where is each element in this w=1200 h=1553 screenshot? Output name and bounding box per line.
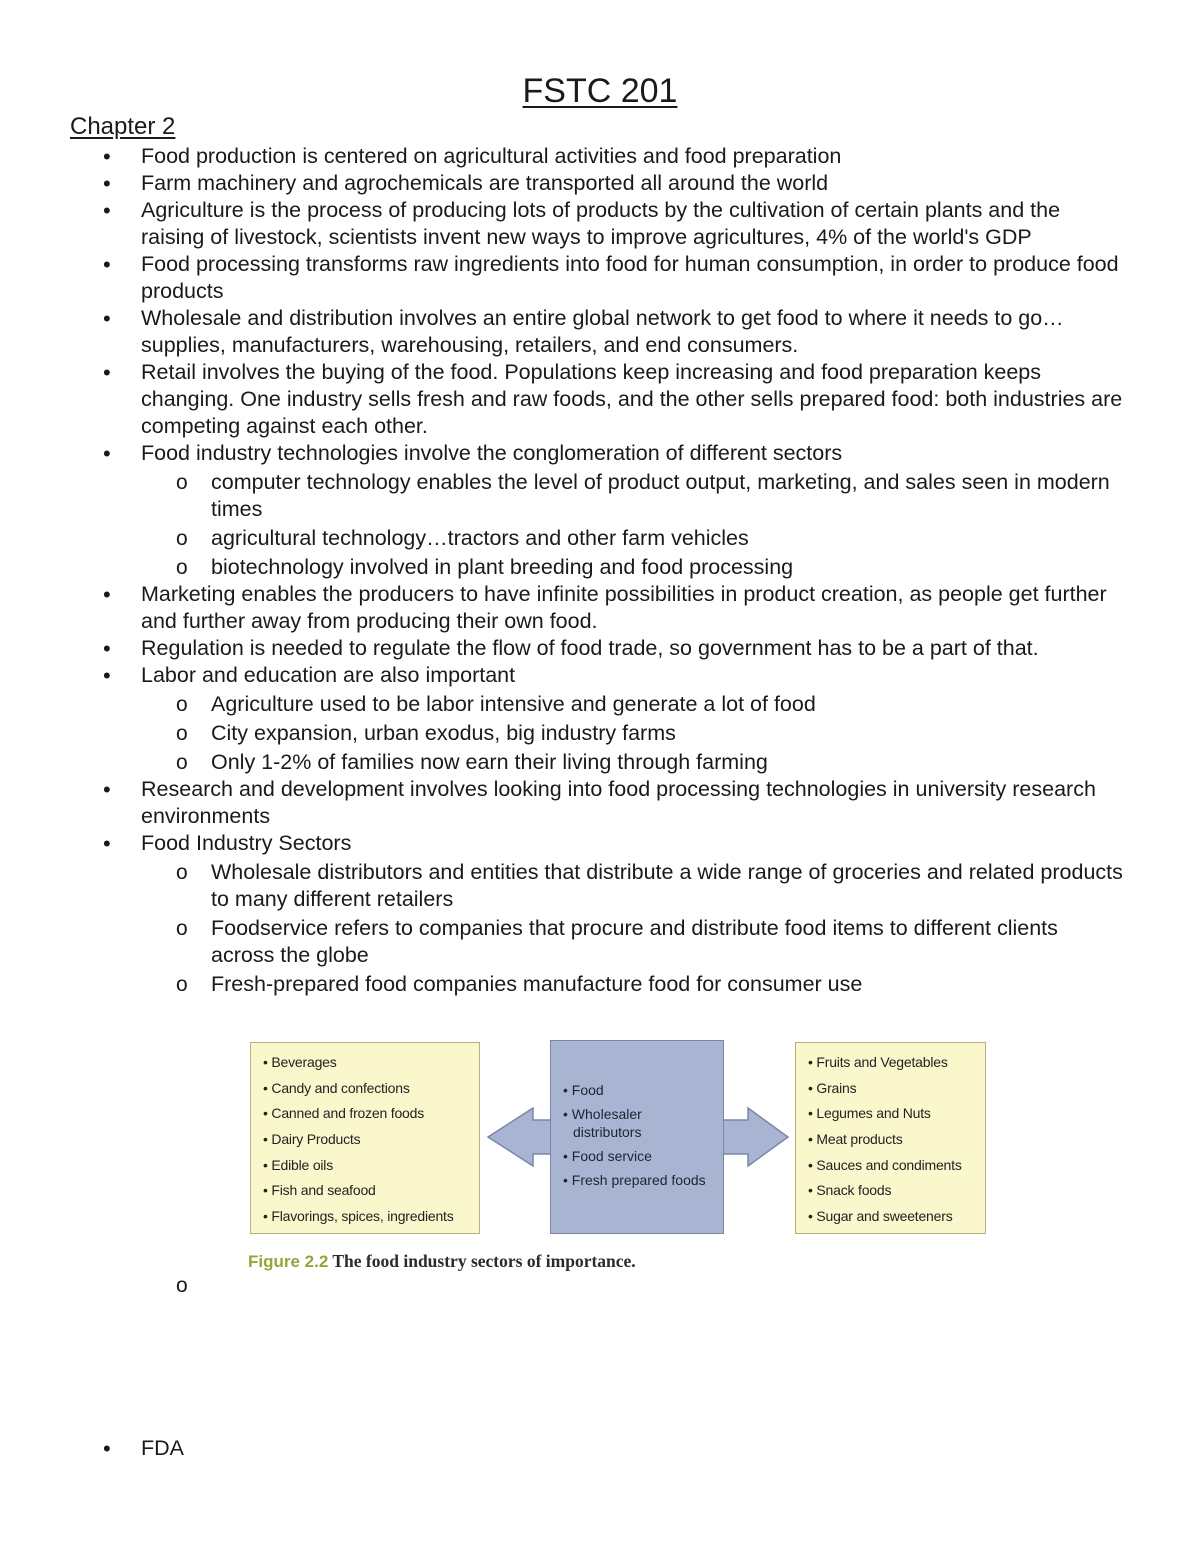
list-item: • Agriculture is the process of producing lots of products by the cultivation of certain plants and the raising of livestock, scientists invent new ways to improve agricultures, 4% of the world's GDP — [0, 197, 1126, 251]
sub-list-item: o City expansion, urban exodus, big industry farms — [0, 720, 1126, 747]
list-item-labor — [0, 662, 1126, 776]
list-item-text: FDA — [141, 1436, 184, 1460]
sub-list — [141, 469, 1126, 581]
chapter-heading: Chapter 2 — [70, 113, 176, 140]
sub-list-item: o computer technology enables the level of product output, marketing, and sales seen in modern times — [0, 469, 1126, 523]
list-item: • Regulation is needed to regulate the flow of food trade, so government has to be a part of that. — [0, 635, 1126, 662]
list-item-text: Food industry technologies involve the conglomeration of different sectors — [141, 441, 843, 465]
sector-item-line: Wholesaler — [571, 1106, 642, 1122]
sector-item-line: distributors — [573, 1124, 642, 1140]
sector-box-right — [795, 1042, 986, 1234]
sub-list-item: o biotechnology involved in plant breeding and food processing — [0, 554, 1126, 581]
sector-item: • Candy and confections — [263, 1077, 469, 1103]
sector-item: • Legumes and Nuts — [808, 1102, 975, 1128]
sector-item: • Food service — [563, 1147, 723, 1165]
empty-sub-bullet: o — [176, 1274, 188, 1297]
sector-item: • Meat products — [808, 1128, 975, 1154]
sector-item: • Fish and seafood — [263, 1179, 469, 1205]
sector-item: • Sauces and condiments — [808, 1154, 975, 1180]
list-item-sectors — [0, 830, 1126, 998]
list-item: • Farm machinery and agrochemicals are transported all around the world — [0, 170, 1126, 197]
sector-item: • Fresh prepared foods — [563, 1171, 723, 1189]
sector-item-wholesaler — [563, 1105, 723, 1141]
sector-item: • Dairy Products — [263, 1128, 469, 1154]
sub-list — [141, 691, 1126, 776]
sub-list-item: o Fresh-prepared food companies manufacture food for consumer use — [0, 971, 1126, 998]
sub-list-item: o Foodservice refers to companies that procure and distribute food items to different clients across the globe — [0, 915, 1126, 969]
sector-item: • Grains — [808, 1077, 975, 1103]
sub-list-item: o Wholesale distributors and entities that distribute a wide range of groceries and related products to many different retailers — [0, 859, 1126, 913]
list-item: • Food processing transforms raw ingredients into food for human consumption, in order to produce food products — [0, 251, 1126, 305]
notes-list — [0, 143, 1200, 998]
sector-item: • Canned and frozen foods — [263, 1102, 469, 1128]
sector-item: • Fruits and Vegetables — [808, 1051, 975, 1077]
sector-item: • Flavorings, spices, ingredients — [263, 1205, 469, 1231]
sector-box-center — [550, 1040, 724, 1234]
list-item-text: Labor and education are also important — [141, 663, 516, 687]
list-item: • Retail involves the buying of the food. Populations keep increasing and food preparation keeps changing. One industry sells fresh and raw foods, and the other sells prepared food: both industries are competing against each other. — [0, 359, 1126, 440]
sector-item: • Beverages — [263, 1051, 469, 1077]
list-item-technologies — [0, 440, 1126, 581]
figure-caption-label: Figure 2.2 — [248, 1252, 329, 1271]
sub-list-item: o agricultural technology…tractors and other farm vehicles — [0, 525, 1126, 552]
sector-item: • Snack foods — [808, 1179, 975, 1205]
list-item: • Food production is centered on agricultural activities and food preparation — [0, 143, 1126, 170]
sector-item: • Food — [563, 1081, 723, 1099]
list-item: • Wholesale and distribution involves an entire global network to get food to where it needs to go…supplies, manufacturers, warehousing, retailers, and end consumers. — [0, 305, 1126, 359]
sector-box-left — [250, 1042, 480, 1234]
sub-list-item: o Only 1-2% of families now earn their living through farming — [0, 749, 1126, 776]
figure-food-industry-sectors — [248, 1040, 988, 1275]
list-item: • Research and development involves looking into food processing technologies in university research environments — [0, 776, 1126, 830]
sector-item: • Edible oils — [263, 1154, 469, 1180]
figure-caption-text: The food industry sectors of importance. — [332, 1251, 636, 1271]
figure-caption — [248, 1251, 636, 1272]
list-item-text: Food Industry Sectors — [141, 831, 352, 855]
sector-item: • Sugar and sweeteners — [808, 1205, 975, 1231]
page-title: FSTC 201 — [522, 72, 678, 110]
list-item: • Marketing enables the producers to have infinite possibilities in product creation, as people get further and further away from producing their own food. — [0, 581, 1126, 635]
sub-list — [141, 859, 1126, 998]
sub-list-item: o Agriculture used to be labor intensive and generate a lot of food — [0, 691, 1126, 718]
